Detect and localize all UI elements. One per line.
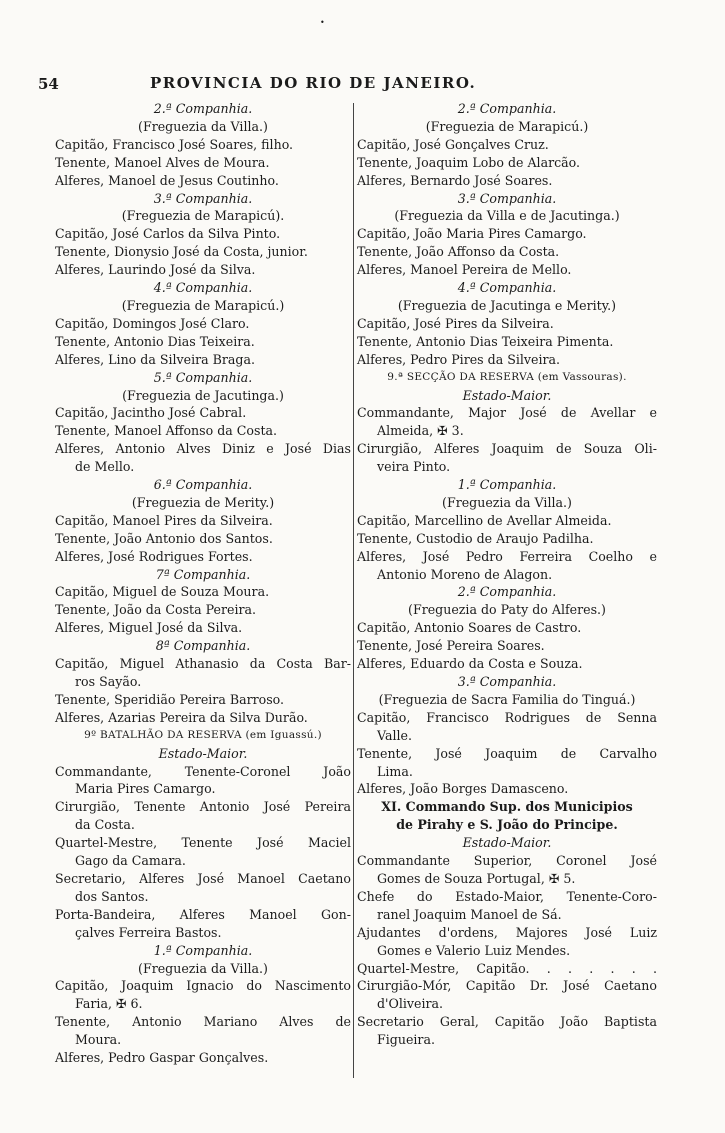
right-column-line: Capitão, Antonio Soares de Castro.: [357, 620, 582, 636]
right-column-line: Capitão, Marcellino de Avellar Almeida.: [357, 512, 612, 528]
right-column-line: Estado-Maior.: [462, 387, 552, 403]
right-column-line: Alferes, Eduardo da Costa e Souza.: [357, 656, 583, 672]
right-column-line: 9.ª SECÇÃO DA RESERVA (em Vassouras).: [387, 370, 627, 383]
left-column-line: 7ª Companhia.: [155, 566, 251, 582]
right-column-line: (Freguezia de Marapicú.): [425, 118, 589, 134]
right-column-line: (Freguezia da Villa.): [442, 494, 572, 510]
left-column-line: da Costa.: [75, 817, 135, 833]
right-column-line: Valle.: [377, 727, 412, 743]
left-column-line: Alferes, Manoel de Jesus Coutinho.: [55, 172, 279, 188]
left-column-line: Tenente, Antonio Mariano Alves de: [55, 1014, 351, 1030]
left-column-line: Alferes, Pedro Gaspar Gonçalves.: [55, 1050, 269, 1066]
left-column-line: Tenente, João Antonio dos Santos.: [55, 530, 273, 546]
right-column-line: Tenente, João Affonso da Costa.: [357, 244, 560, 260]
right-column-line: XI. Commando Sup. dos Municipios: [381, 799, 633, 815]
left-column-line: 1.ª Companhia.: [153, 942, 253, 958]
running-title: PROVINCIA DO RIO DE JANEIRO.: [150, 74, 477, 92]
right-column-line: Alferes, João Borges Damasceno.: [357, 781, 569, 797]
right-column-line: Alferes, Manoel Pereira de Mello.: [357, 262, 572, 278]
right-column-line: Alferes, Bernardo José Soares.: [357, 172, 553, 188]
left-column-line: Alferes, José Rodrigues Fortes.: [55, 548, 253, 564]
left-column-line: Tenente, João da Costa Pereira.: [55, 602, 257, 618]
left-column-line: Commandante, Tenente-Coronel João: [55, 763, 351, 779]
left-column-line: Capitão, Domingos José Claro.: [55, 315, 250, 331]
right-column-line: Alferes, Pedro Pires da Silveira.: [357, 351, 561, 367]
right-column-line: Tenente, José Pereira Soares.: [357, 638, 545, 654]
left-column-line: (Freguezia de Marapicú.): [121, 297, 285, 313]
left-column-line: 6.ª Companhia.: [153, 477, 253, 493]
left-column-line: Capitão, Francisco José Soares, filho.: [55, 136, 294, 152]
left-column-line: Capitão, José Carlos da Silva Pinto.: [55, 226, 281, 242]
left-column-line: Tenente, Speridião Pereira Barroso.: [55, 691, 285, 707]
right-column-line: 3.ª Companhia.: [457, 190, 557, 206]
right-column-line: Gomes e Valerio Luiz Mendes.: [377, 942, 571, 958]
right-column-line: Figueira.: [377, 1032, 435, 1048]
right-column-line: Chefe do Estado-Maior, Tenente-Coro-: [357, 888, 657, 904]
right-column-line: Tenente, Antonio Dias Teixeira Pimenta.: [357, 333, 614, 349]
left-column-line: 4.ª Companhia.: [153, 280, 253, 296]
right-column-line: Antonio Moreno de Alagon.: [377, 566, 553, 582]
left-column-line: (Freguezia de Marapicú).: [121, 208, 285, 224]
left-column-line: Quartel-Mestre, Tenente José Maciel: [55, 835, 351, 851]
page-number: 54: [38, 75, 59, 93]
right-column-line: Quartel-Mestre, Capitão. . . . . . .: [357, 960, 657, 976]
left-column-line: Gago da Camara.: [75, 853, 186, 869]
left-column-line: 2.ª Companhia.: [153, 101, 253, 116]
right-column-line: Gomes de Souza Portugal, ✠ 5.: [377, 870, 576, 886]
right-column-line: Cirurgião-Mór, Capitão Dr. José Caetano: [357, 978, 657, 994]
right-column-line: de Pirahy e S. João do Principe.: [396, 817, 618, 833]
left-column-line: Porta-Bandeira, Alferes Manoel Gon-: [55, 906, 351, 922]
right-column-line: 3.ª Companhia.: [457, 674, 557, 689]
left-column-line: Capitão, Joaquim Ignacio do Nascimento: [55, 978, 351, 994]
left-column-line: Capitão, Miguel Athanasio da Costa Bar-: [55, 656, 351, 672]
left-column-line: Faria, ✠ 6.: [75, 996, 143, 1012]
right-column-line: 2.ª Companhia.: [457, 584, 557, 600]
left-column-line: dos Santos.: [75, 888, 149, 904]
right-column-line: Tenente, Joaquim Lobo de Alarcão.: [357, 154, 581, 170]
right-column-line: Secretario Geral, Capitão João Baptista: [357, 1014, 657, 1030]
left-column-line: Capitão, Manoel Pires da Silveira.: [55, 512, 273, 528]
left-column-line: çalves Ferreira Bastos.: [75, 924, 222, 940]
right-column-line: Capitão, José Pires da Silveira.: [357, 315, 554, 331]
left-column-line: (Freguezia da Villa.): [138, 960, 268, 976]
left-column-line: Tenente, Manoel Alves de Moura.: [55, 154, 270, 170]
left-column-line: Alferes, Lino da Silveira Braga.: [55, 351, 256, 367]
left-column-line: Moura.: [75, 1032, 122, 1048]
right-column-line: Capitão, José Gonçalves Cruz.: [357, 136, 549, 152]
right-column-line: Estado-Maior.: [462, 835, 552, 851]
right-column-line: Almeida, ✠ 3.: [377, 423, 464, 439]
left-column-line: Tenente, Antonio Dias Teixeira.: [55, 333, 255, 349]
left-column-line: ros Sayão.: [75, 674, 142, 689]
right-column-line: ranel Joaquim Manoel de Sá.: [377, 906, 562, 922]
right-column-line: (Freguezia do Paty do Alferes.): [408, 602, 606, 618]
left-column-line: Capitão, Miguel de Souza Moura.: [55, 584, 270, 600]
left-column-line: Alferes, Azarias Pereira da Silva Durão.: [55, 709, 308, 725]
left-column-line: Alferes, Antonio Alves Diniz e José Dias: [55, 441, 351, 457]
left-column-line: Capitão, Jacintho José Cabral.: [55, 405, 247, 421]
left-column-line: (Freguezia de Merity.): [131, 494, 275, 510]
left-column-line: Alferes, Laurindo José da Silva.: [55, 262, 256, 278]
left-column-line: Tenente, Dionysio José da Costa, junior.: [55, 244, 308, 260]
right-column-line: Lima.: [377, 763, 413, 779]
right-column-line: Commandante Superior, Coronel José: [357, 853, 657, 869]
print-speck: •: [320, 18, 325, 27]
left-column-line: Secretario, Alferes José Manoel Caetano: [55, 870, 351, 886]
right-column-line: (Freguezia de Sacra Familia do Tinguá.): [378, 691, 636, 707]
right-column-line: (Freguezia de Jacutinga e Merity.): [397, 297, 617, 313]
right-column-line: veira Pinto.: [377, 459, 451, 475]
left-column-line: Alferes, Miguel José da Silva.: [55, 620, 243, 636]
right-column-line: 1.ª Companhia.: [457, 477, 557, 493]
right-column-line: Tenente, Custodio de Araujo Padilha.: [357, 530, 594, 546]
left-column-line: Maria Pires Camargo.: [75, 781, 216, 797]
right-column-line: 4.ª Companhia.: [457, 280, 557, 296]
left-column-line: Cirurgião, Tenente Antonio José Pereira: [55, 799, 351, 815]
right-column-line: 2.ª Companhia.: [457, 101, 557, 116]
left-column-line: (Freguezia de Jacutinga.): [122, 387, 284, 403]
left-column-line: de Mello.: [75, 459, 135, 475]
left-column-line: 9º BATALHÃO DA RESERVA (em Iguassú.): [84, 728, 322, 741]
right-column-line: (Freguezia da Villa e de Jacutinga.): [394, 208, 620, 224]
right-column-line: Alferes, José Pedro Ferreira Coelho e: [357, 548, 657, 564]
right-column: [357, 100, 657, 1049]
right-column-line: Tenente, José Joaquim de Carvalho: [357, 745, 657, 761]
right-column-line: d'Oliveira.: [377, 996, 444, 1012]
right-column-line: Commandante, Major José de Avellar e: [357, 405, 657, 421]
column-divider: [353, 103, 354, 1078]
right-column-line: Capitão, Francisco Rodrigues de Senna: [357, 709, 657, 725]
left-column-line: 8ª Companhia.: [155, 638, 251, 654]
right-column-line: Capitão, João Maria Pires Camargo.: [357, 226, 587, 242]
left-column-line: Tenente, Manoel Affonso da Costa.: [55, 423, 278, 439]
left-column-line: 5.ª Companhia.: [153, 369, 253, 385]
left-column-line: (Freguezia da Villa.): [138, 118, 268, 134]
left-column-line: 3.ª Companhia.: [153, 190, 253, 206]
right-column-line: Cirurgião, Alferes Joaquim de Souza Oli-: [357, 441, 657, 457]
left-column-line: Estado-Maior.: [158, 745, 248, 761]
right-column-line: Ajudantes d'ordens, Majores José Luiz: [357, 924, 657, 940]
left-column: [55, 100, 351, 1067]
